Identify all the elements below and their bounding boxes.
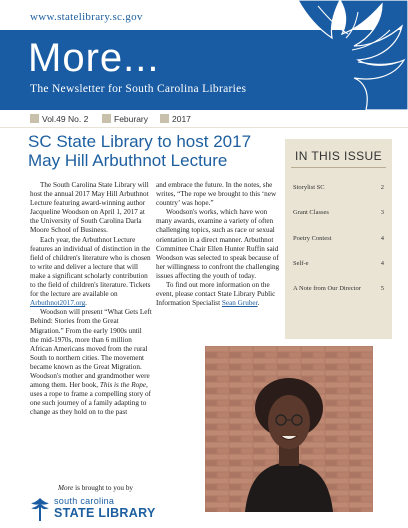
toc-item-label: Grant Classes: [293, 209, 329, 216]
issue-square-icon: [102, 114, 111, 123]
issue-month: Feburary: [114, 114, 149, 124]
toc-item-page: 4: [380, 260, 384, 267]
issue-square-icon: [160, 114, 169, 123]
article-paragraph: Woodson's works, which have won many awards, examine a variety of often challenging topics, such as race or sexual orientation in a direct manner. Arbuthnot Committee Chair Ellen Hunter Ruffin said Woodson was selected to speak because of her willingness to confront the challenging issues affecting the youth of today.: [156, 208, 280, 280]
in-this-issue-sidebar: [285, 139, 392, 339]
newsletter-title: More...: [28, 36, 160, 80]
arbuthnot-link[interactable]: Arbuthnot2017.org: [30, 299, 86, 308]
issue-square-icon: [30, 114, 39, 123]
book-title: This is the Rope: [99, 381, 146, 390]
article-column-2: [156, 181, 280, 308]
article-paragraph: Each year, the Arbuthnot Lecture features an individual of distinction in the field of children's literature who is chosen to write and deliver a lecture that will make a significant scholarly contribution to the field of children's literature. Tickets for the lecture are available on Arbuthnot2017.org.: [30, 235, 151, 308]
newsletter-subtitle: The Newsletter for South Carolina Libraries: [30, 83, 247, 95]
logo-text-bottom: STATE LIBRARY: [54, 506, 156, 520]
palmetto-tree-icon: [258, 0, 408, 110]
toc-item-label: Poetry Contest: [293, 235, 332, 242]
toc-item-page: 4: [380, 235, 384, 242]
palmetto-logo-icon: [30, 496, 50, 522]
state-library-logo: [30, 496, 180, 524]
article-paragraph: The South Carolina State Library will host the annual 2017 May Hill Arbuthnot Lecture featuring award-winning author Jacqueline Woodson on April 1, 2017 at the University of South Carolina Darla Moore School of Business.: [30, 181, 149, 235]
toc-item-label: Storylist SC: [293, 184, 325, 191]
brought-to-you-text: More is brought to you by: [58, 484, 134, 492]
website-url[interactable]: www.statelibrary.sc.gov: [30, 11, 143, 23]
toc-item-page: 3: [380, 209, 384, 216]
article-paragraph: and embrace the future. In the notes, she writes, “The rope we brought to this ‘new country’ was hope.”: [156, 181, 277, 208]
article-paragraph: Woodson will present “What Gets Left Behind: Stories from the Great Migration.” From the early 1900s until the mid-1970s, more than 6 million African Americans moved from the rural South to northern cities. The movement became known as the Great Migration. Woodson's mother and grandmother were among them. Her book, This is the Rope, uses a rope to frame a compelling story of one such journey of a family adapting to change as they hold on to the past: [30, 308, 152, 417]
toc-item-label: Self-e: [293, 260, 309, 267]
author-photo: [205, 346, 373, 512]
article-headline: SC State Library to host 2017 May Hill Arbuthnot Lecture: [28, 132, 252, 170]
logo-text-top: south carolina: [54, 496, 115, 506]
issue-volume: Vol.49 No. 2: [42, 114, 89, 124]
toc-item-page: 5: [380, 285, 384, 292]
issue-info-bar: [0, 110, 408, 128]
article-paragraph: To find out more information on the event, please contact State Library Public Information Specialist Sean Gruber.: [156, 281, 276, 308]
contact-link[interactable]: Sean Gruber: [221, 299, 258, 308]
issue-year: 2017: [172, 114, 191, 124]
article-column-1: [30, 181, 152, 417]
sidebar-title: IN THIS ISSUE: [295, 149, 382, 163]
toc-item-label: A Note from Our Director: [293, 285, 361, 292]
sidebar-divider: [291, 167, 386, 168]
toc-item-page: 2: [380, 184, 384, 191]
